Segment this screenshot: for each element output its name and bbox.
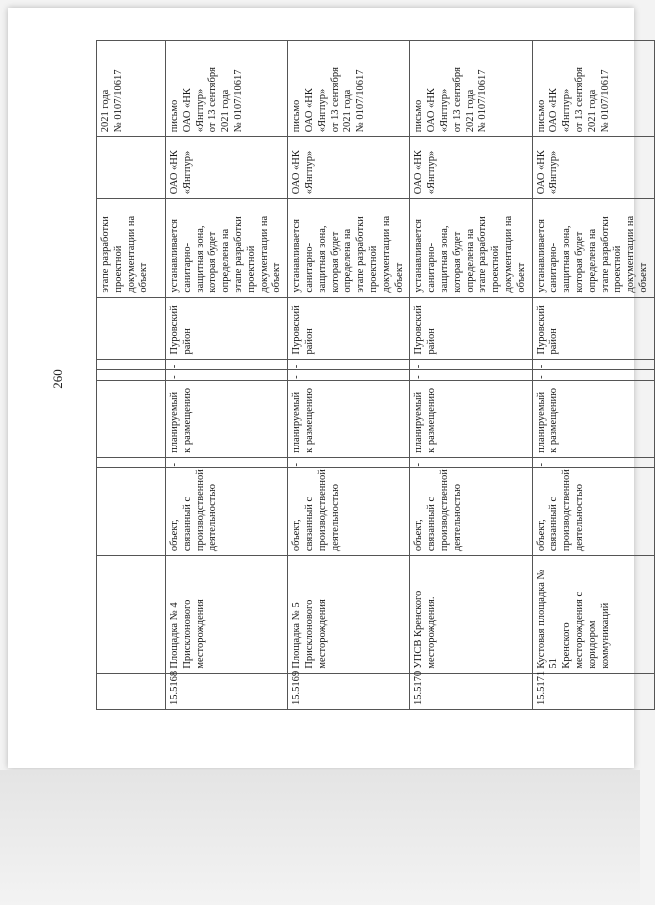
cell-dash: - (532, 370, 654, 381)
table-row (166, 41, 288, 710)
cell-dash: - (288, 457, 410, 468)
cell-document: письмо ОАО «НК «Янгпур» от 13 сентября 2021 года № 0107/10617 (288, 41, 410, 137)
cell-dash: - (532, 457, 654, 468)
rotated-table-container (96, 40, 649, 710)
cell-name: Площадка № 5 Присклонового месторождения (288, 556, 410, 674)
cell-document: 2021 года № 0107/10617 (97, 41, 166, 137)
cell-dash: - (410, 370, 532, 381)
cell-dash: - (166, 457, 288, 468)
cell-kind: объект, связанный с производственной деятельностью (532, 468, 654, 556)
cell-num: 15.5170 (410, 673, 532, 709)
cell-status: планируемый к размещению (532, 380, 654, 457)
cell-owner (97, 137, 166, 199)
cell-dash: - (410, 359, 532, 370)
cell-area: Пуровский район (532, 297, 654, 359)
cell-status: планируемый к размещению (166, 380, 288, 457)
cell-dash: - (288, 370, 410, 381)
objects-table (96, 40, 655, 710)
table-row-continuation (97, 41, 166, 710)
cell-owner: ОАО «НК «Янгпур» (288, 137, 410, 199)
cell-name: Площадка № 4 Присклонового месторождения (166, 556, 288, 674)
cell-name: Кустовая площадка № 51 Кренского месторождения с коридором коммуникаций (532, 556, 654, 674)
cell-num: 15.5168 (166, 673, 288, 709)
cell-area: Пуровский район (288, 297, 410, 359)
cell-zone: устанавливается санитарно- защитная зона, которая будет определена на этапе разработки проектной документации на объект (532, 199, 654, 297)
table-row (532, 41, 654, 710)
cell-name (97, 556, 166, 674)
cell-zone: этапе разработки проектной документации на объект (97, 199, 166, 297)
cell-zone: устанавливается санитарно- защитная зона, которая будет определена на этапе разработки проектной документации на объект (410, 199, 532, 297)
cell-status: планируемый к размещению (288, 380, 410, 457)
cell-area: Пуровский район (166, 297, 288, 359)
cell-owner: ОАО «НК «Янгпур» (532, 137, 654, 199)
table-row (288, 41, 410, 710)
page-number: 260 (49, 369, 65, 389)
cell-dash: - (166, 370, 288, 381)
cell-num: 15.5169 (288, 673, 410, 709)
cell-kind: объект, связанный с производственной деятельностью (288, 468, 410, 556)
cell-dash (97, 359, 166, 370)
cell-name: УПСВ Кренского месторождения. (410, 556, 532, 674)
cell-document: письмо ОАО «НК «Янгпур» от 13 сентября 2021 года № 0107/10617 (532, 41, 654, 137)
cell-kind (97, 468, 166, 556)
cell-kind: объект, связанный с производственной деятельностью (166, 468, 288, 556)
cell-status (97, 380, 166, 457)
cell-dash: - (288, 359, 410, 370)
scan-background (0, 770, 640, 905)
cell-document: письмо ОАО «НК «Янгпур» от 13 сентября 2021 года № 0107/10617 (410, 41, 532, 137)
cell-area: Пуровский район (410, 297, 532, 359)
cell-zone: устанавливается санитарно- защитная зона, которая будет определена на этапе разработки проектной документации на объект (288, 199, 410, 297)
cell-document: письмо ОАО «НК «Янгпур» от 13 сентября 2021 года № 0107/10617 (166, 41, 288, 137)
cell-owner: ОАО «НК «Янгпур» (166, 137, 288, 199)
cell-dash: - (166, 359, 288, 370)
cell-dash: - (532, 359, 654, 370)
cell-area (97, 297, 166, 359)
cell-status: планируемый к размещению (410, 380, 532, 457)
cell-kind: объект, связанный с производственной деятельностью (410, 468, 532, 556)
table-row (410, 41, 532, 710)
cell-dash (97, 370, 166, 381)
cell-dash: - (410, 457, 532, 468)
cell-num: 15.5171 (532, 673, 654, 709)
cell-zone: устанавливается санитарно- защитная зона, которая будет определена на этапе разработки проектной документации на объект (166, 199, 288, 297)
cell-dash (97, 457, 166, 468)
table-body (97, 41, 655, 710)
cell-owner: ОАО «НК «Янгпур» (410, 137, 532, 199)
cell-num (97, 673, 166, 709)
